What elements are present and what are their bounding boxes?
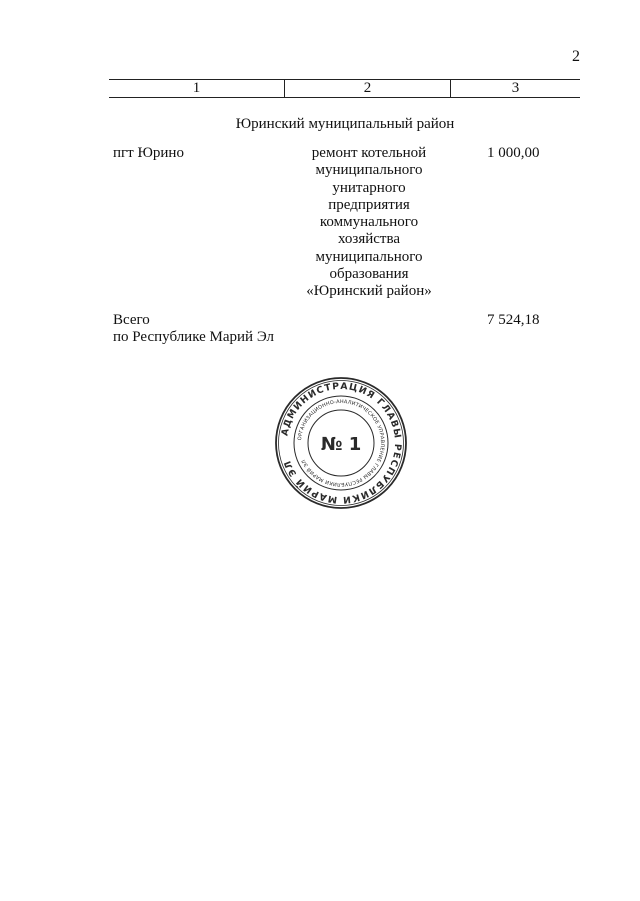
- seal-outer-text: АДМИНИСТРАЦИЯ ГЛАВЫ РЕСПУБЛИКИ МАРИЙ ЭЛ: [279, 380, 404, 506]
- total-label: Всего по Республике Марий Эл: [113, 312, 275, 346]
- table-header-col-3: 3: [511, 80, 520, 96]
- table-row: [113, 145, 583, 305]
- description-cell: ремонт котельной муниципального унитарного предприятия коммунального хозяйства муниципального образования «Юринский район»: [306, 145, 432, 300]
- seal-inner-text: ОРГАНИЗАЦИОННО-АНАЛИТИЧЕСКОЕ УПРАВЛЕНИЕ ГЛАВЫ РЕСПУБЛИКИ МАРИЙ ЭЛ: [297, 398, 386, 488]
- seal-number: № 1: [320, 434, 362, 455]
- table-header-col-2: 2: [285, 80, 451, 97]
- official-seal: [274, 376, 408, 510]
- locality-cell: пгт Юрино: [113, 145, 184, 161]
- total-amount: 7 524,18: [487, 312, 540, 328]
- region-heading: Юринский муниципальный район: [235, 116, 455, 132]
- table-header-col-1: 1: [109, 80, 285, 97]
- total-row: [113, 312, 583, 352]
- page-number: 2: [572, 48, 580, 65]
- amount-cell: 1 000,00: [487, 145, 540, 161]
- table-header: [109, 79, 580, 98]
